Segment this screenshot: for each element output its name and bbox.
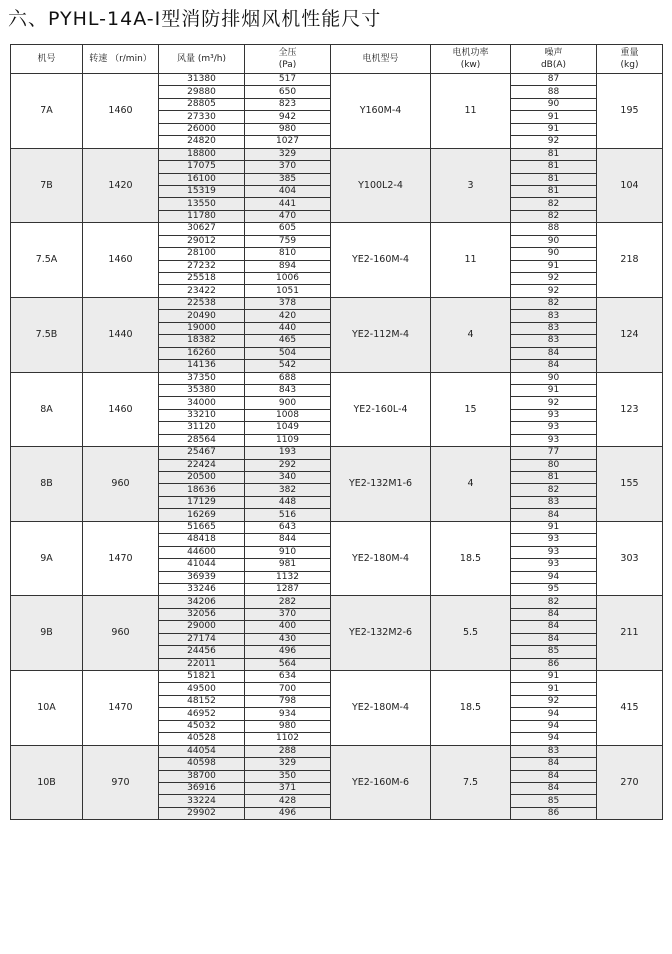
cell-noise: 90 [511, 235, 597, 247]
cell-noise: 82 [511, 198, 597, 210]
cell-noise: 95 [511, 583, 597, 595]
cell-airflow: 28805 [159, 98, 245, 110]
cell-model: 7.5A [11, 223, 83, 298]
cell-noise: 91 [511, 521, 597, 533]
cell-pressure: 382 [245, 484, 331, 496]
table-row [11, 297, 663, 309]
cell-airflow: 30627 [159, 223, 245, 235]
cell-pressure: 844 [245, 534, 331, 546]
cell-airflow: 34206 [159, 596, 245, 608]
cell-model: 10B [11, 745, 83, 820]
cell-airflow: 18800 [159, 148, 245, 160]
cell-noise: 92 [511, 397, 597, 409]
cell-airflow: 20490 [159, 310, 245, 322]
header-pressure-unit: (Pa) [278, 60, 297, 70]
cell-pressure: 448 [245, 496, 331, 508]
cell-weight: 270 [597, 745, 663, 820]
cell-noise: 81 [511, 161, 597, 173]
cell-noise: 92 [511, 136, 597, 148]
cell-noise: 82 [511, 297, 597, 309]
cell-power: 18.5 [431, 671, 511, 746]
table-row [11, 74, 663, 86]
cell-noise: 92 [511, 285, 597, 297]
header-noise-label: 噪声 [544, 48, 563, 58]
cell-power: 5.5 [431, 596, 511, 671]
cell-noise: 84 [511, 347, 597, 359]
cell-noise: 81 [511, 185, 597, 197]
cell-airflow: 29880 [159, 86, 245, 98]
cell-model: 9B [11, 596, 83, 671]
cell-airflow: 16100 [159, 173, 245, 185]
cell-power: 18.5 [431, 521, 511, 596]
table-row [11, 745, 663, 757]
cell-noise: 93 [511, 559, 597, 571]
table-row [11, 521, 663, 533]
cell-model: 10A [11, 671, 83, 746]
cell-model: 8B [11, 447, 83, 522]
cell-noise: 87 [511, 74, 597, 86]
cell-pressure: 350 [245, 770, 331, 782]
cell-airflow: 25518 [159, 273, 245, 285]
cell-noise: 90 [511, 248, 597, 260]
cell-pressure: 1049 [245, 422, 331, 434]
cell-motor-model: YE2-160M-4 [331, 223, 431, 298]
cell-airflow: 27330 [159, 111, 245, 123]
cell-airflow: 25467 [159, 447, 245, 459]
cell-noise: 94 [511, 720, 597, 732]
cell-airflow: 33210 [159, 409, 245, 421]
cell-airflow: 51665 [159, 521, 245, 533]
header-speed: 转速 （r/min） [83, 45, 159, 74]
cell-pressure: 517 [245, 74, 331, 86]
cell-speed: 1460 [83, 223, 159, 298]
cell-pressure: 292 [245, 459, 331, 471]
cell-noise: 82 [511, 596, 597, 608]
cell-airflow: 41044 [159, 559, 245, 571]
cell-airflow: 36939 [159, 571, 245, 583]
cell-speed: 1420 [83, 148, 159, 223]
cell-noise: 83 [511, 335, 597, 347]
cell-pressure: 440 [245, 322, 331, 334]
cell-motor-model: Y160M-4 [331, 74, 431, 149]
cell-noise: 84 [511, 509, 597, 521]
cell-power: 7.5 [431, 745, 511, 820]
cell-airflow: 48152 [159, 695, 245, 707]
cell-pressure: 980 [245, 123, 331, 135]
cell-pressure: 329 [245, 758, 331, 770]
cell-airflow: 35380 [159, 384, 245, 396]
header-power [431, 45, 511, 74]
cell-airflow: 14136 [159, 360, 245, 372]
cell-pressure: 759 [245, 235, 331, 247]
cell-pressure: 1102 [245, 733, 331, 745]
header-airflow: 风量 (m³/h) [159, 45, 245, 74]
cell-pressure: 370 [245, 608, 331, 620]
cell-pressure: 688 [245, 372, 331, 384]
cell-noise: 93 [511, 434, 597, 446]
cell-power: 3 [431, 148, 511, 223]
header-pressure-label: 全压 [278, 48, 297, 58]
cell-pressure: 1109 [245, 434, 331, 446]
header-pressure [245, 45, 331, 74]
cell-speed: 960 [83, 447, 159, 522]
header-model: 机号 [11, 45, 83, 74]
cell-noise: 84 [511, 758, 597, 770]
cell-airflow: 23422 [159, 285, 245, 297]
page-title: 六、PYHL-14A-Ⅰ型消防排烟风机性能尺寸 [8, 8, 382, 30]
cell-pressure: 894 [245, 260, 331, 272]
cell-airflow: 19000 [159, 322, 245, 334]
header-weight-label: 重量 [620, 48, 639, 58]
cell-pressure: 496 [245, 646, 331, 658]
cell-pressure: 428 [245, 795, 331, 807]
cell-noise: 84 [511, 621, 597, 633]
cell-speed: 1460 [83, 372, 159, 447]
cell-noise: 91 [511, 111, 597, 123]
cell-pressure: 465 [245, 335, 331, 347]
cell-noise: 83 [511, 496, 597, 508]
cell-noise: 84 [511, 608, 597, 620]
cell-airflow: 17129 [159, 496, 245, 508]
cell-noise: 82 [511, 210, 597, 222]
cell-pressure: 378 [245, 297, 331, 309]
cell-pressure: 430 [245, 633, 331, 645]
cell-airflow: 11780 [159, 210, 245, 222]
cell-weight: 155 [597, 447, 663, 522]
cell-airflow: 29012 [159, 235, 245, 247]
cell-noise: 85 [511, 795, 597, 807]
table-row [11, 223, 663, 235]
cell-noise: 88 [511, 86, 597, 98]
cell-pressure: 420 [245, 310, 331, 322]
cell-pressure: 193 [245, 447, 331, 459]
header-power-unit: (kw) [460, 60, 481, 70]
cell-airflow: 29902 [159, 807, 245, 819]
cell-pressure: 385 [245, 173, 331, 185]
header-motor-model: 电机型号 [331, 45, 431, 74]
cell-airflow: 36916 [159, 782, 245, 794]
cell-weight: 415 [597, 671, 663, 746]
cell-airflow: 28100 [159, 248, 245, 260]
cell-airflow: 31380 [159, 74, 245, 86]
cell-airflow: 34000 [159, 397, 245, 409]
cell-pressure: 288 [245, 745, 331, 757]
header-noise-unit: dB(A) [540, 60, 567, 70]
table-row [11, 447, 663, 459]
cell-weight: 218 [597, 223, 663, 298]
cell-airflow: 33246 [159, 583, 245, 595]
header-noise [511, 45, 597, 74]
cell-airflow: 46952 [159, 708, 245, 720]
cell-power: 15 [431, 372, 511, 447]
cell-pressure: 516 [245, 509, 331, 521]
cell-noise: 93 [511, 422, 597, 434]
cell-noise: 91 [511, 123, 597, 135]
cell-pressure: 282 [245, 596, 331, 608]
cell-airflow: 13550 [159, 198, 245, 210]
cell-power: 4 [431, 297, 511, 372]
cell-noise: 82 [511, 484, 597, 496]
cell-airflow: 38700 [159, 770, 245, 782]
cell-airflow: 44054 [159, 745, 245, 757]
cell-pressure: 542 [245, 360, 331, 372]
cell-airflow: 24820 [159, 136, 245, 148]
cell-pressure: 823 [245, 98, 331, 110]
cell-power: 4 [431, 447, 511, 522]
cell-pressure: 843 [245, 384, 331, 396]
cell-noise: 94 [511, 733, 597, 745]
cell-noise: 92 [511, 273, 597, 285]
cell-noise: 92 [511, 695, 597, 707]
cell-pressure: 1287 [245, 583, 331, 595]
cell-noise: 84 [511, 782, 597, 794]
cell-airflow: 29000 [159, 621, 245, 633]
cell-noise: 94 [511, 571, 597, 583]
cell-pressure: 798 [245, 695, 331, 707]
cell-weight: 123 [597, 372, 663, 447]
cell-airflow: 27232 [159, 260, 245, 272]
cell-noise: 93 [511, 534, 597, 546]
cell-noise: 83 [511, 322, 597, 334]
cell-pressure: 700 [245, 683, 331, 695]
cell-model: 7.5B [11, 297, 83, 372]
cell-pressure: 404 [245, 185, 331, 197]
cell-pressure: 400 [245, 621, 331, 633]
header-power-label: 电机功率 [452, 48, 489, 58]
cell-pressure: 371 [245, 782, 331, 794]
cell-airflow: 22538 [159, 297, 245, 309]
cell-pressure: 934 [245, 708, 331, 720]
cell-noise: 83 [511, 310, 597, 322]
cell-airflow: 17075 [159, 161, 245, 173]
cell-airflow: 33224 [159, 795, 245, 807]
cell-model: 7B [11, 148, 83, 223]
cell-airflow: 32056 [159, 608, 245, 620]
table-row [11, 372, 663, 384]
cell-weight: 124 [597, 297, 663, 372]
table-row [11, 671, 663, 683]
cell-noise: 91 [511, 683, 597, 695]
cell-power: 11 [431, 74, 511, 149]
cell-airflow: 45032 [159, 720, 245, 732]
cell-speed: 970 [83, 745, 159, 820]
cell-pressure: 1051 [245, 285, 331, 297]
cell-pressure: 441 [245, 198, 331, 210]
cell-weight: 303 [597, 521, 663, 596]
table-header-row [11, 45, 663, 74]
cell-pressure: 329 [245, 148, 331, 160]
cell-speed: 1470 [83, 521, 159, 596]
cell-noise: 90 [511, 372, 597, 384]
cell-noise: 84 [511, 770, 597, 782]
cell-motor-model: YE2-160M-6 [331, 745, 431, 820]
cell-noise: 94 [511, 708, 597, 720]
cell-noise: 85 [511, 646, 597, 658]
fan-performance-table [10, 44, 663, 820]
cell-airflow: 24456 [159, 646, 245, 658]
cell-model: 9A [11, 521, 83, 596]
cell-airflow: 26000 [159, 123, 245, 135]
cell-motor-model: YE2-160L-4 [331, 372, 431, 447]
cell-weight: 195 [597, 74, 663, 149]
cell-airflow: 28564 [159, 434, 245, 446]
cell-noise: 91 [511, 260, 597, 272]
cell-noise: 93 [511, 409, 597, 421]
cell-noise: 81 [511, 148, 597, 160]
cell-motor-model: YE2-180M-4 [331, 671, 431, 746]
cell-airflow: 15319 [159, 185, 245, 197]
cell-pressure: 643 [245, 521, 331, 533]
cell-noise: 80 [511, 459, 597, 471]
cell-speed: 1440 [83, 297, 159, 372]
cell-airflow: 20500 [159, 472, 245, 484]
cell-speed: 960 [83, 596, 159, 671]
cell-pressure: 810 [245, 248, 331, 260]
cell-pressure: 564 [245, 658, 331, 670]
header-weight-unit: (kg) [620, 60, 639, 70]
cell-pressure: 942 [245, 111, 331, 123]
cell-pressure: 605 [245, 223, 331, 235]
cell-speed: 1470 [83, 671, 159, 746]
cell-noise: 84 [511, 360, 597, 372]
cell-pressure: 650 [245, 86, 331, 98]
cell-pressure: 900 [245, 397, 331, 409]
cell-airflow: 27174 [159, 633, 245, 645]
cell-airflow: 22424 [159, 459, 245, 471]
cell-noise: 86 [511, 658, 597, 670]
cell-noise: 84 [511, 633, 597, 645]
cell-airflow: 16269 [159, 509, 245, 521]
cell-pressure: 1132 [245, 571, 331, 583]
cell-airflow: 16260 [159, 347, 245, 359]
cell-motor-model: YE2-180M-4 [331, 521, 431, 596]
cell-pressure: 470 [245, 210, 331, 222]
cell-airflow: 51821 [159, 671, 245, 683]
cell-airflow: 18382 [159, 335, 245, 347]
cell-weight: 104 [597, 148, 663, 223]
cell-model: 7A [11, 74, 83, 149]
cell-pressure: 1008 [245, 409, 331, 421]
cell-noise: 93 [511, 546, 597, 558]
cell-motor-model: YE2-132M1-6 [331, 447, 431, 522]
cell-motor-model: YE2-112M-4 [331, 297, 431, 372]
cell-airflow: 40528 [159, 733, 245, 745]
table-body [11, 74, 663, 820]
cell-pressure: 634 [245, 671, 331, 683]
cell-power: 11 [431, 223, 511, 298]
table-row [11, 596, 663, 608]
cell-noise: 86 [511, 807, 597, 819]
cell-pressure: 504 [245, 347, 331, 359]
cell-noise: 81 [511, 472, 597, 484]
cell-motor-model: Y100L2-4 [331, 148, 431, 223]
cell-noise: 77 [511, 447, 597, 459]
header-weight [597, 45, 663, 74]
cell-weight: 211 [597, 596, 663, 671]
cell-motor-model: YE2-132M2-6 [331, 596, 431, 671]
cell-airflow: 31120 [159, 422, 245, 434]
cell-speed: 1460 [83, 74, 159, 149]
cell-noise: 88 [511, 223, 597, 235]
cell-airflow: 18636 [159, 484, 245, 496]
cell-noise: 81 [511, 173, 597, 185]
cell-pressure: 981 [245, 559, 331, 571]
table-row [11, 148, 663, 160]
cell-model: 8A [11, 372, 83, 447]
cell-airflow: 37350 [159, 372, 245, 384]
cell-airflow: 44600 [159, 546, 245, 558]
cell-airflow: 40598 [159, 758, 245, 770]
cell-pressure: 910 [245, 546, 331, 558]
cell-noise: 90 [511, 98, 597, 110]
cell-pressure: 1027 [245, 136, 331, 148]
cell-pressure: 980 [245, 720, 331, 732]
cell-pressure: 340 [245, 472, 331, 484]
cell-noise: 83 [511, 745, 597, 757]
cell-pressure: 496 [245, 807, 331, 819]
cell-pressure: 1006 [245, 273, 331, 285]
cell-noise: 91 [511, 384, 597, 396]
cell-airflow: 22011 [159, 658, 245, 670]
cell-pressure: 370 [245, 161, 331, 173]
cell-airflow: 48418 [159, 534, 245, 546]
cell-noise: 91 [511, 671, 597, 683]
cell-airflow: 49500 [159, 683, 245, 695]
